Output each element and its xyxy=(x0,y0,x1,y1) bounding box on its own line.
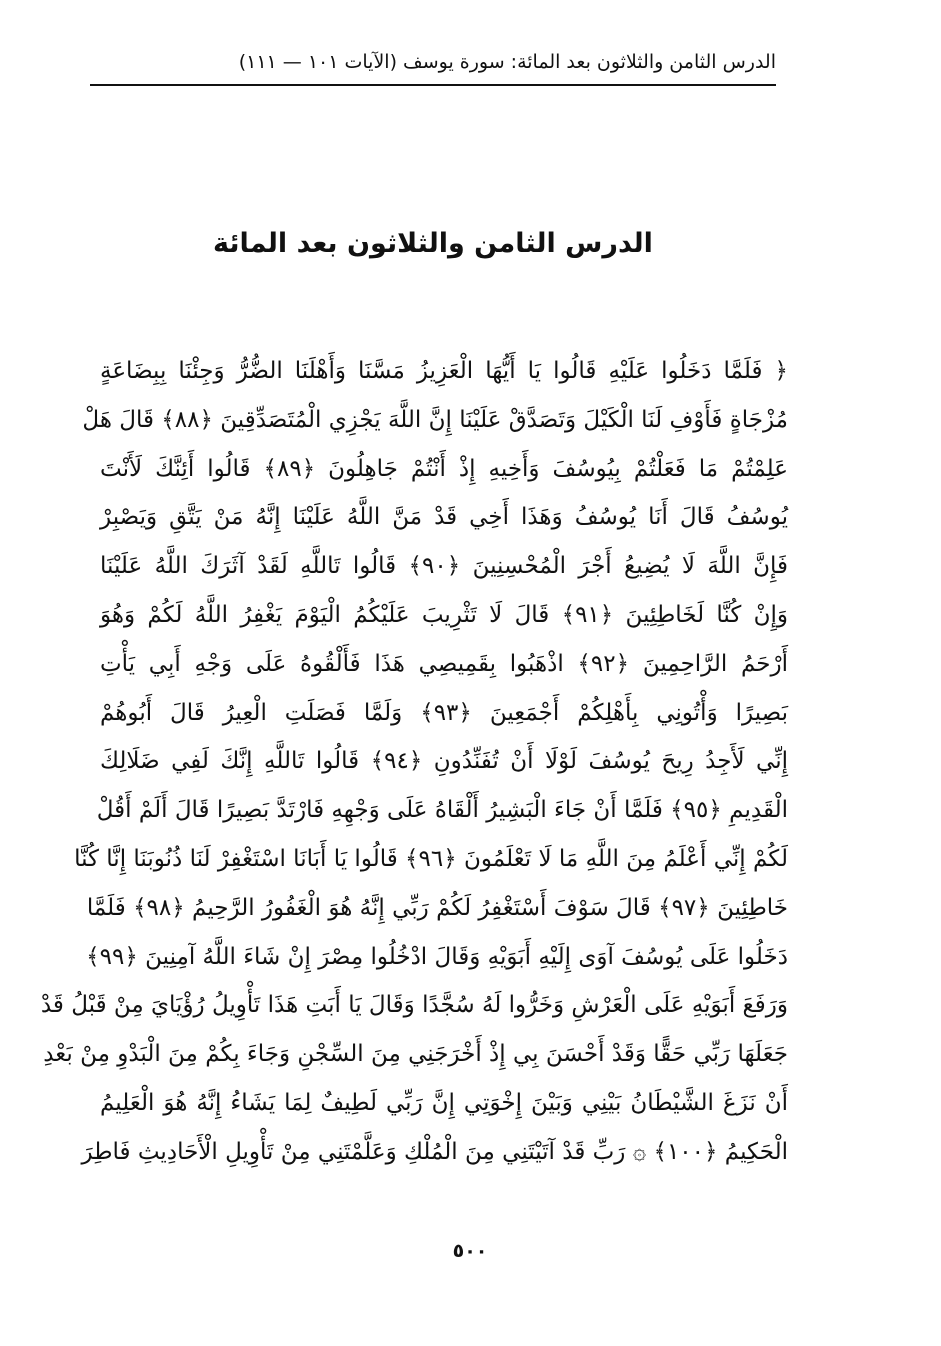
verse-line: لَكُمْ إِنِّي أَعْلَمُ مِنَ اللَّهِ مَا لَا تَعْلَمُونَ ﴿٩٦﴾ قَالُوا يَا أَبَانَا اسْتَغْفِرْ لَنَا ذُنُوبَنَا إِنَّا كُنَّا xyxy=(74,845,788,872)
verse-line: خَاطِئِينَ ﴿٩٧﴾ قَالَ سَوْفَ أَسْتَغْفِرُ لَكُمْ رَبِّي إِنَّهُ هُوَ الْغَفُورُ الرَّحِيمُ ﴿٩٨﴾ فَلَمَّا xyxy=(86,894,788,921)
running-header: الدرس الثامن والثلاثون بعد المائة: سورة يوسف (الآيات ١٠١ — ١١١) xyxy=(238,51,776,73)
verse-line: وَإِنْ كُنَّا لَخَاطِئِينَ ﴿٩١﴾ قَالَ لَا تَثْرِيبَ عَلَيْكُمُ الْيَوْمَ يَغْفِرُ اللَّهُ لَكُمْ وَهُوَ xyxy=(100,601,788,628)
verse-line: جَعَلَهَا رَبِّي حَقًّا وَقَدْ أَحْسَنَ بِي إِذْ أَخْرَجَنِي مِنَ السِّجْنِ وَجَاءَ بِكُمْ مِنَ الْبَدْوِ مِنْ بَعْدِ xyxy=(43,1041,788,1068)
verse-line: بَصِيرًا وَأْتُونِي بِأَهْلِكُمْ أَجْمَعِينَ ﴿٩٣﴾ وَلَمَّا فَصَلَتِ الْعِيرُ قَالَ أَبُوهُمْ xyxy=(100,699,788,726)
verse-line: إِنِّي لَأَجِدُ رِيحَ يُوسُفَ لَوْلَا أَنْ تُفَنِّدُونِ ﴿٩٤﴾ قَالُوا تَاللَّهِ إِنَّكَ لَفِي ضَلَالِكَ xyxy=(100,748,789,775)
verse-line: يُوسُفُ قَالَ أَنَا يُوسُفُ وَهَذَا أَخِي قَدْ مَنَّ اللَّهُ عَلَيْنَا إِنَّهُ مَنْ يَتَّقِ وَيَصْبِرْ xyxy=(100,504,788,531)
verse-line: وَرَفَعَ أَبَوَيْهِ عَلَى الْعَرْشِ وَخَرُّوا لَهُ سُجَّدًا وَقَالَ يَا أَبَتِ هَذَا تَأْوِيلُ رُؤْيَايَ مِنْ قَبْلُ قَدْ xyxy=(40,992,788,1019)
verse-line: أَنْ نَزَغَ الشَّيْطَانُ بَيْنِي وَبَيْنَ إِخْوَتِي إِنَّ رَبِّي لَطِيفٌ لِمَا يَشَاءُ إِنَّهُ هُوَ الْعَلِيمُ xyxy=(100,1089,788,1116)
verse-line: الْحَكِيمُ ﴿١٠٠﴾ ۞ رَبِّ قَدْ آتَيْتَنِي مِنَ الْمُلْكِ وَعَلَّمْتَنِي مِنْ تَأْوِيلِ الْأَحَادِيثِ فَاطِرَ xyxy=(81,1138,788,1165)
chapter-title: الدرس الثامن والثلاثون بعد المائة xyxy=(213,228,653,259)
quran-verses-block xyxy=(40,347,789,1177)
verse-line: عَلِمْتُمْ مَا فَعَلْتُمْ بِيُوسُفَ وَأَخِيهِ إِذْ أَنْتُمْ جَاهِلُونَ ﴿٨٩﴾ قَالُوا أَئِنَّكَ لَأَنْتَ xyxy=(100,455,788,482)
header-rule xyxy=(90,84,776,86)
verse-line: ﴿ فَلَمَّا دَخَلُوا عَلَيْهِ قَالُوا يَا أَيُّهَا الْعَزِيزُ مَسَّنَا وَأَهْلَنَا الضُّرُّ وَجِئْنَا بِبِضَاعَةٍ xyxy=(100,358,788,384)
verse-line: دَخَلُوا عَلَى يُوسُفَ آوَى إِلَيْهِ أَبَوَيْهِ وَقَالَ ادْخُلُوا مِصْرَ إِنْ شَاءَ اللَّهُ آمِنِينَ ﴿٩٩﴾ xyxy=(86,943,788,970)
page-number: ٥٠٠ xyxy=(452,1240,488,1262)
verse-line: الْقَدِيمِ ﴿٩٥﴾ فَلَمَّا أَنْ جَاءَ الْبَشِيرُ أَلْقَاهُ عَلَى وَجْهِهِ فَارْتَدَّ بَصِيرًا قَالَ أَلَمْ أَقُلْ xyxy=(96,797,788,824)
verse-line: مُزْجَاةٍ فَأَوْفِ لَنَا الْكَيْلَ وَتَصَدَّقْ عَلَيْنَا إِنَّ اللَّهَ يَجْزِي الْمُتَصَدِّقِينَ ﴿٨٨﴾ قَالَ هَلْ xyxy=(82,406,788,433)
verse-line: فَإِنَّ اللَّهَ لَا يُضِيعُ أَجْرَ الْمُحْسِنِينَ ﴿٩٠﴾ قَالُوا تَاللَّهِ لَقَدْ آثَرَكَ اللَّهُ عَلَيْنَا xyxy=(100,553,788,580)
verse-line: أَرْحَمُ الرَّاحِمِينَ ﴿٩٢﴾ اذْهَبُوا بِقَمِيصِي هَذَا فَأَلْقُوهُ عَلَى وَجْهِ أَبِي يَأْتِ xyxy=(100,650,789,677)
